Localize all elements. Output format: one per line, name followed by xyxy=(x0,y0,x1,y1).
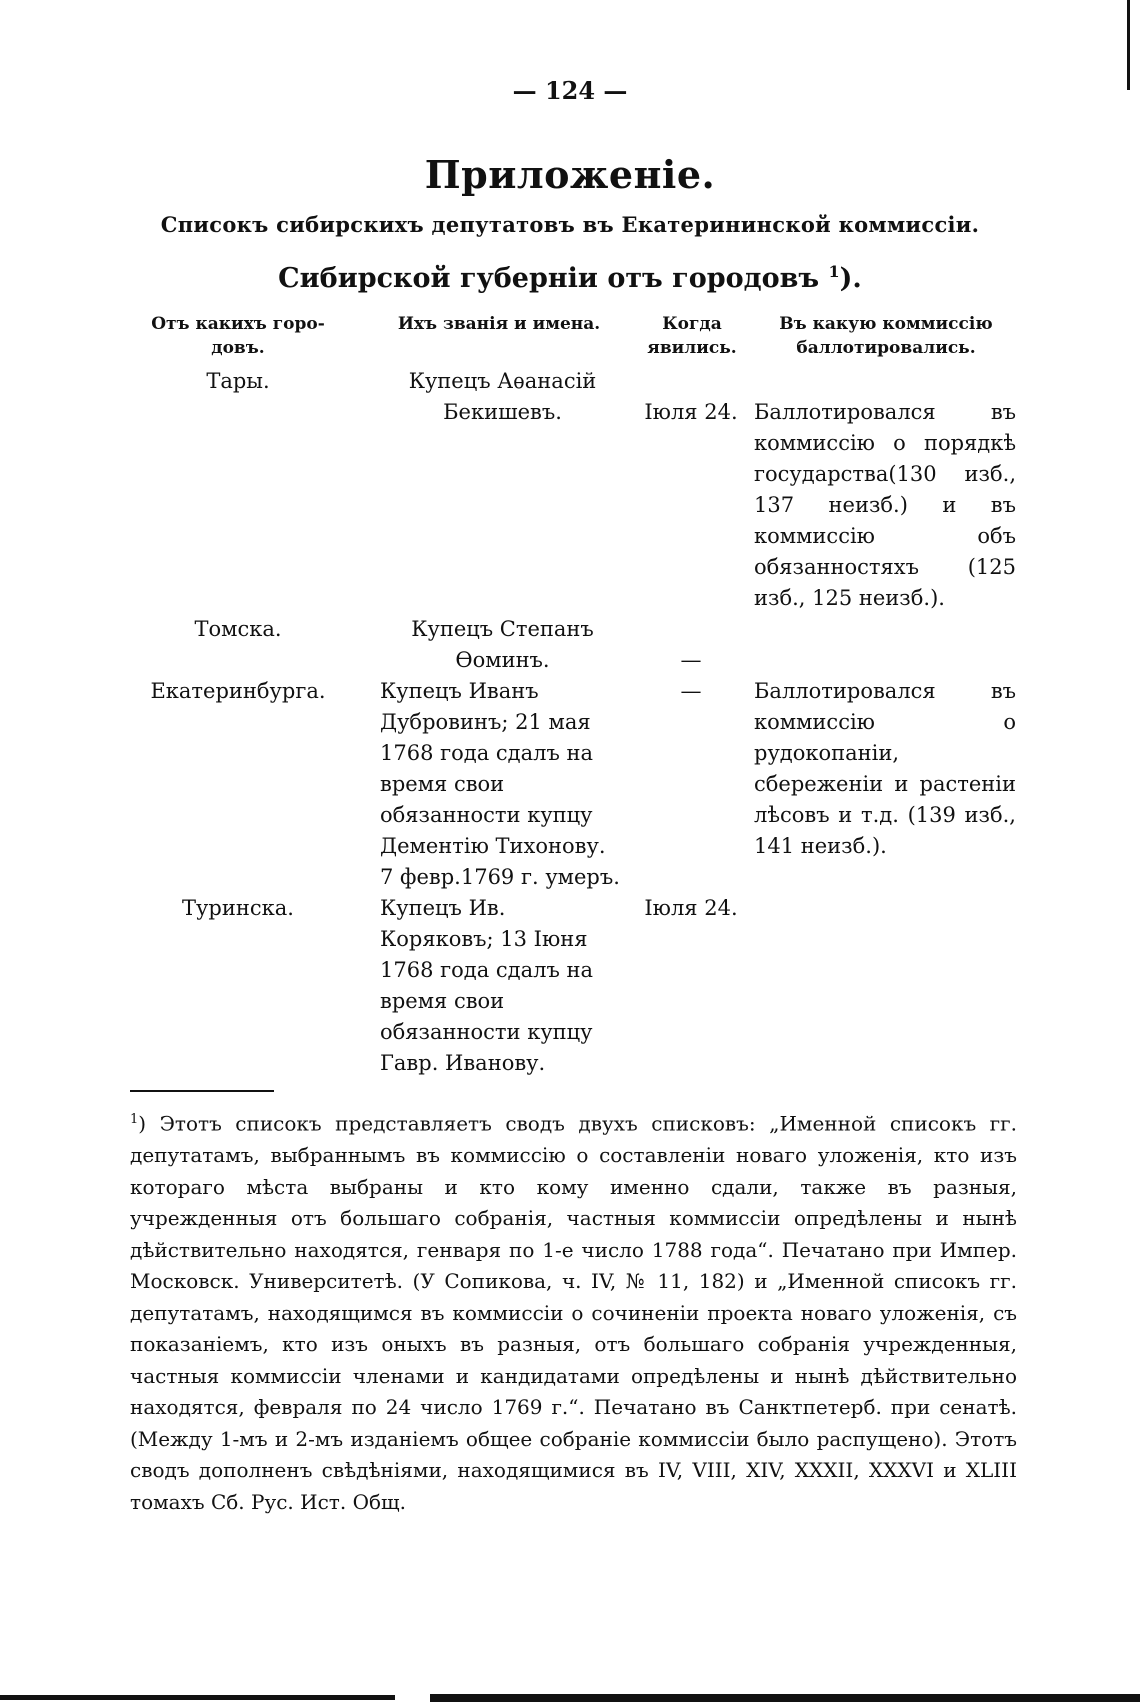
table-row-2-city: Томска. xyxy=(194,617,282,641)
scan-bottom-bar-right xyxy=(430,1694,1140,1702)
table-row-4-when: Іюля 24. xyxy=(644,896,738,920)
footnote-divider xyxy=(130,1090,274,1092)
table-row-3-city: Екатеринбурга. xyxy=(150,679,326,703)
header-name: Ихъ званія и имена. xyxy=(397,314,601,334)
section-footnote-ref: 1 xyxy=(828,262,840,281)
section-heading-close: ). xyxy=(839,263,862,294)
header-when: Когда явились. xyxy=(647,314,737,358)
table-row-2-when: — xyxy=(680,648,702,672)
table-row-1-name: Купецъ Аѳанасій Бекишевъ. xyxy=(408,369,597,424)
table-row-2-name: Купецъ Степанъ Ѳоминъ. xyxy=(411,617,594,672)
table-row-1-ballot: Баллотировался въ коммиссію о порядкѣ государства(130 изб., 137 неизб.) и въ коммиссію объ обязанностяхъ (125 изб., 125 неизб.). xyxy=(754,400,1016,610)
section-heading-text: Сибирской губерніи отъ городовъ xyxy=(278,263,820,294)
page-number: — 124 — xyxy=(512,76,628,105)
page-title: Приложеніе. xyxy=(424,152,716,197)
scan-bottom-bar-left xyxy=(0,1695,395,1700)
table-row-3-ballot: Баллотировался въ коммиссію о рудокопаніи, сбереженіи и растеніи лѣсовъ и т.д. (139 изб., 141 неизб.). xyxy=(754,679,1016,858)
table-row-3-when: — xyxy=(680,679,702,703)
header-city: Отъ какихъ горо- довъ. xyxy=(151,314,325,358)
header-ballot: Въ какую коммиссію баллотировались. xyxy=(779,314,993,358)
table-row-4-city: Туринска. xyxy=(182,896,294,920)
footnote-mark: 1 xyxy=(130,1112,139,1127)
footnote xyxy=(130,1104,1017,1518)
table-row-4-name: Купецъ Ив. Коряковъ; 13 Іюня 1768 года сдалъ на время свои обязанности купцу Гавр. Иванову. xyxy=(380,896,593,1075)
table-row-1-city: Тары. xyxy=(206,369,270,393)
page-subtitle: Списокъ сибирскихъ депутатовъ въ Екатерининской коммиссіи. xyxy=(160,212,980,237)
section-heading xyxy=(0,262,1140,294)
footnote-text: ) Этотъ списокъ представляетъ сводъ двухъ списковъ: „Именной списокъ гг. депутатамъ, выбраннымъ въ коммиссію о составленіи новаго уложенія, кто изъ котораго мѣста выбраны и кто кому именно сдали, также въ разныя, учрежденныя отъ большаго собранія, частныя коммиссіи опредѣлены и нынѣ дѣйствительно находятся, генваря по 1-е число 1788 года“. Печатано при Импер. Московск. Университетѣ. (У Сопикова, ч. IV, № 11, 182) и „Именной списокъ гг. депутатамъ, находящимся въ коммиссіи о сочиненіи проекта новаго уложенія, съ показаніемъ, кто изъ оныхъ въ разныя, отъ большаго собранія учрежденныя, частныя коммиссіи членами и кандидатами опредѣлены и нынѣ дѣйствительно находятся, февраля по 24 число 1769 г.“. Печатано въ Санктпетерб. при сенатѣ. (Между 1-мъ и 2-мъ изданіемъ общее собраніе коммиссіи было распущено). Этотъ сводъ дополненъ свѣдѣніями, находящимися въ IV, VIII, XIV, XXXII, XXXVI и XLIII томахъ Сб. Рус. Ист. Общ. xyxy=(130,1111,1017,1514)
table-row-3-name: Купецъ Иванъ Дубровинъ; 21 мая 1768 года сдалъ на время свои обязанности купцу Дементію Тихонову. 7 февр.1769 г. умеръ. xyxy=(380,679,620,889)
table-row-1-when: Іюля 24. xyxy=(644,400,738,424)
